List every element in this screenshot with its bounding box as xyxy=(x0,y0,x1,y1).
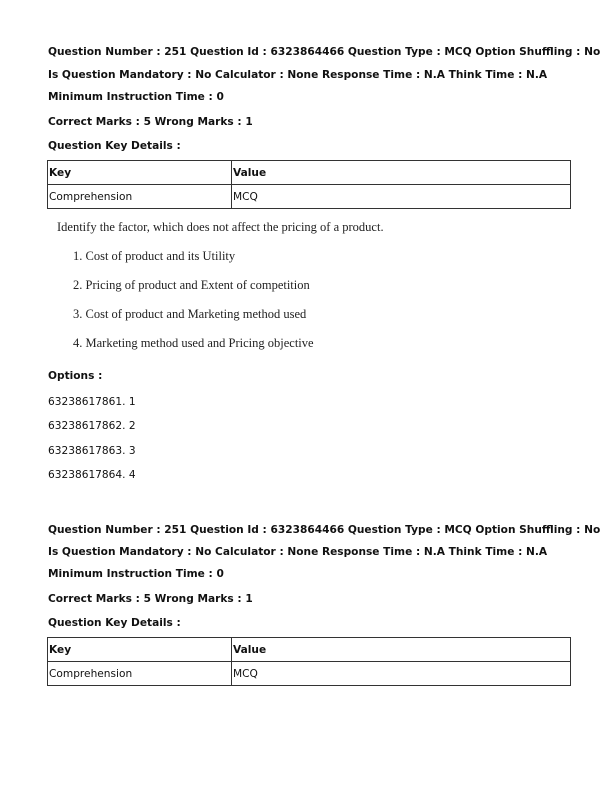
cell-value: MCQ xyxy=(232,185,571,209)
options-heading: Options : xyxy=(48,370,103,382)
question-meta-line: Minimum Instruction Time : 0 xyxy=(48,568,224,580)
option-item: 63238617864. 4 xyxy=(48,469,136,481)
key-details-heading: Question Key Details : xyxy=(48,140,181,152)
option-item: 63238617861. 1 xyxy=(48,396,136,408)
option-item: 63238617862. 2 xyxy=(48,420,136,432)
marks-line: Correct Marks : 5 Wrong Marks : 1 xyxy=(48,593,253,605)
question-item: 4. Marketing method used and Pricing objective xyxy=(73,336,314,350)
header-value: Value xyxy=(232,638,571,662)
cell-key: Comprehension xyxy=(48,185,232,209)
header-key: Key xyxy=(48,161,232,185)
question-meta-line: Is Question Mandatory : No Calculator : None Response Time : N.A Think Time : N.A xyxy=(48,546,548,558)
cell-key: Comprehension xyxy=(48,662,232,686)
key-details-table xyxy=(47,637,571,686)
question-item: 3. Cost of product and Marketing method used xyxy=(73,307,307,321)
marks-line: Correct Marks : 5 Wrong Marks : 1 xyxy=(48,116,253,128)
key-details-heading: Question Key Details : xyxy=(48,617,181,629)
question-meta-line: Minimum Instruction Time : 0 xyxy=(48,91,224,103)
table-row xyxy=(48,185,571,209)
header-value: Value xyxy=(232,161,571,185)
question-meta-line: Is Question Mandatory : No Calculator : None Response Time : N.A Think Time : N.A xyxy=(48,69,548,81)
question-meta-line: Question Number : 251 Question Id : 6323864466 Question Type : MCQ Option Shuffling : No xyxy=(48,46,601,58)
question-item: 1. Cost of product and its Utility xyxy=(73,249,236,263)
table-header-row xyxy=(48,638,571,662)
cell-value: MCQ xyxy=(232,662,571,686)
question-item: 2. Pricing of product and Extent of competition xyxy=(73,278,310,292)
table-header-row xyxy=(48,161,571,185)
option-item: 63238617863. 3 xyxy=(48,445,136,457)
question-text: Identify the factor, which does not affect the pricing of a product. xyxy=(57,220,384,234)
header-key: Key xyxy=(48,638,232,662)
key-details-table xyxy=(47,160,571,209)
question-meta-line: Question Number : 251 Question Id : 6323864466 Question Type : MCQ Option Shuffling : No xyxy=(48,524,601,536)
table-row xyxy=(48,662,571,686)
